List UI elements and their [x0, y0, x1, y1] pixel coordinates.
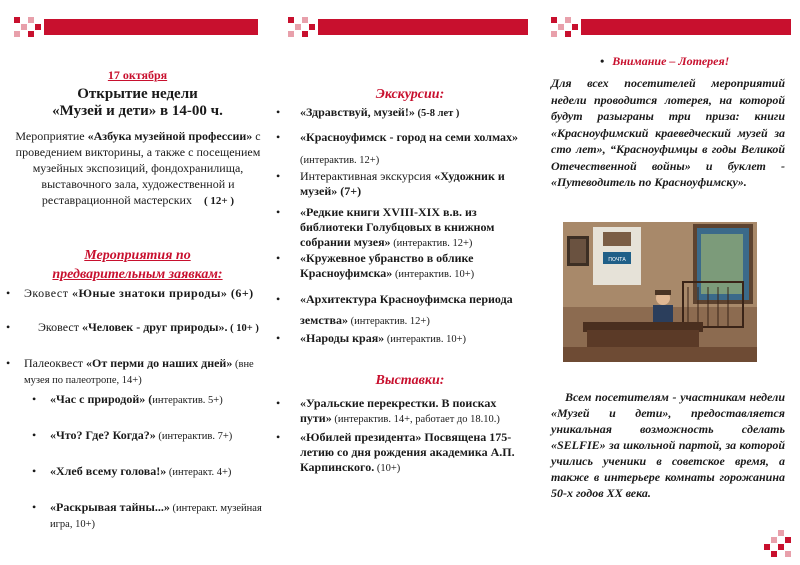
photo-sign-text: ПОЧТА — [608, 257, 626, 263]
list-item: • «Архитектура Красноуфимска периода земства» (интерактив. 12+) — [276, 292, 513, 327]
item-note: ( 10+ ) — [227, 323, 259, 334]
item-note: (вне музея по палеотропе, 14+) — [24, 359, 254, 386]
header-banner — [14, 17, 258, 37]
bullet-icon: • — [600, 54, 605, 68]
item-prefix: Палеоквест — [24, 356, 87, 370]
header-banner — [551, 17, 791, 37]
item-note: (интерактив. 12+) — [300, 155, 380, 166]
lottery-description: Для всех посетителей мероприятий недели проводится лотерея, на которой будут разыграны три приза: книги «Красноуфимский краеведческий музей за сто лет», “Красноуфимцы в годы Великой Отечественной войны» и буклет - «Путеводитель по Красноуфимску». — [551, 76, 785, 189]
list-item: • «Уральские перекрестки. В поисках пути» (интерактив. 14+, работает до 18.10.) — [276, 396, 500, 425]
item-note: (интеракт. музейная игра, 10+) — [50, 503, 262, 530]
item-note: интерактив. 5+) — [152, 395, 223, 406]
item-note: (интерактив. 12+) — [348, 316, 430, 327]
item-note: (интерактив. 14+, работает до 18.10.) — [331, 414, 500, 425]
item-name: «Юные знатоки природы» (6+) — [71, 286, 254, 300]
item-name: «Час с природой» ( — [50, 392, 153, 406]
excursions-list — [276, 105, 528, 353]
item-name: «Что? Где? Когда?» — [50, 428, 156, 442]
header-banner — [288, 17, 528, 37]
event-prefix: Мероприятие — [15, 129, 88, 143]
list-item: • «Редкие книги XVIII-XIX в.в. из библиотеки Голубцовых в книжном собрании музея» (интерактив. 12+) — [276, 205, 495, 249]
item-name: «Здравствуй, музей!» — [300, 105, 415, 119]
item-name: «Раскрывая тайны...» — [50, 500, 170, 514]
item-name: «Художник и музей» (7+) — [300, 169, 505, 198]
item-note: (5-8 лет ) — [414, 108, 460, 119]
list-item: • Интерактивная экскурсия «Художник и музей» (7+) — [276, 169, 505, 198]
list-item: • «Час с природой» (интерактив. 5+) — [32, 392, 223, 406]
list-item: • Эковест «Человек - друг природы». ( 10+ ) — [6, 320, 259, 334]
list-item: • Эковест «Юные знатоки природы» (6+) — [6, 286, 254, 300]
item-name: «Человек - друг природы». — [81, 320, 228, 334]
lottery-title-text: Внимание – Лотерея! — [612, 54, 730, 68]
list-item: • Палеоквест «От перми до наших дней» (вне музея по палеотропе, 14+) — [6, 356, 254, 386]
event-name: «Азбука музейной профессии» — [87, 129, 253, 143]
item-prefix: Эковест — [38, 320, 82, 334]
list-item: • «Хлеб всему голова!» (интеракт. 4+) — [32, 464, 232, 478]
excursions-title: Экскурсии: — [375, 87, 445, 102]
list-item: • «Красноуфимск - город на семи холмах» (интерактив. 12+) — [276, 130, 519, 166]
opening-title-line1: Открытие недели — [77, 86, 198, 102]
item-note: (интерактив. 7+) — [155, 431, 233, 442]
list-item: • «Юбилей президента» Посвящена 175-летию со дня рождения академика А.П. Карпинского. (10+) — [276, 430, 515, 474]
item-name: «Архитектура Красноуфимска периода земства» — [300, 292, 513, 327]
item-name: «Хлеб всему голова!» — [50, 464, 167, 478]
item-name: «Юбилей президента» Посвящена 175-летию со дня рождения академика А.П. Карпинского. — [300, 430, 515, 474]
item-name: «Кружевное убранство в облике Красноуфимска» — [300, 251, 474, 280]
list-item: • «Народы края» (интерактив. 10+) — [276, 331, 467, 345]
preorder-section-title — [10, 246, 265, 284]
item-name: «Редкие книги XVIII-XIX в.в. из библиотеки Голубцовых в книжном собрании музея» — [300, 205, 495, 249]
list-item: • «Кружевное убранство в облике Красноуфимска» (интерактив. 10+) — [276, 251, 475, 280]
item-name: «Народы края» — [300, 331, 385, 345]
exhibitions-title: Выставки: — [375, 373, 445, 388]
opening-event-description — [12, 128, 264, 209]
preorder-title-line1: Мероприятия по — [84, 248, 191, 263]
museum-interior-photo — [563, 222, 757, 362]
item-note: (10+) — [374, 463, 401, 474]
event-age: ( 12+ ) — [203, 195, 235, 207]
item-prefix: Интерактивная экскурсия — [300, 169, 435, 183]
footer-decoration — [764, 530, 794, 560]
opening-title — [10, 86, 265, 120]
item-note: (интеракт. 4+) — [166, 467, 232, 478]
item-prefix: Эковест — [24, 286, 72, 300]
item-name: «Красноуфимск - город на семи холмах» — [300, 130, 519, 144]
item-note: (интерактив. 10+) — [392, 269, 475, 280]
list-item: • «Раскрывая тайны...» (интеракт. музейная игра, 10+) — [32, 500, 262, 530]
preorder-list — [6, 286, 264, 536]
exhibitions-list — [276, 396, 528, 480]
event-desc: с проведением викторины, а также с посещением музейных экспозиций, фондохранилища, выставочного зала, художественной и реставрационной мастерских — [15, 129, 261, 207]
preorder-title-line2: предварительным заявкам: — [52, 267, 223, 282]
list-item: • «Что? Где? Когда?» (интерактив. 7+) — [32, 428, 233, 442]
item-note: (интерактив. 12+) — [390, 238, 473, 249]
visitors-offer-text: Всем посетителям - участникам недели «Музей и дети», предоставляется уникальная возможность сделать «SELFIE» за школьной партой, за которой учились ученики в советское время, а также в интерьере комнаты горожанина 50-х годов XX века. — [551, 390, 785, 500]
list-item: • «Здравствуй, музей!» (5-8 лет ) — [276, 105, 460, 119]
item-name: «От перми до наших дней» — [86, 356, 233, 370]
event-date: 17 октября — [107, 68, 168, 82]
lottery-title — [600, 54, 729, 69]
item-note: (интерактив. 10+) — [384, 334, 467, 345]
opening-title-line2: «Музей и дети» в 14-00 ч. — [52, 103, 223, 119]
item-name: «Уральские перекрестки. В поисках пути» — [300, 396, 497, 425]
classroom-photo-illustration — [563, 222, 757, 362]
